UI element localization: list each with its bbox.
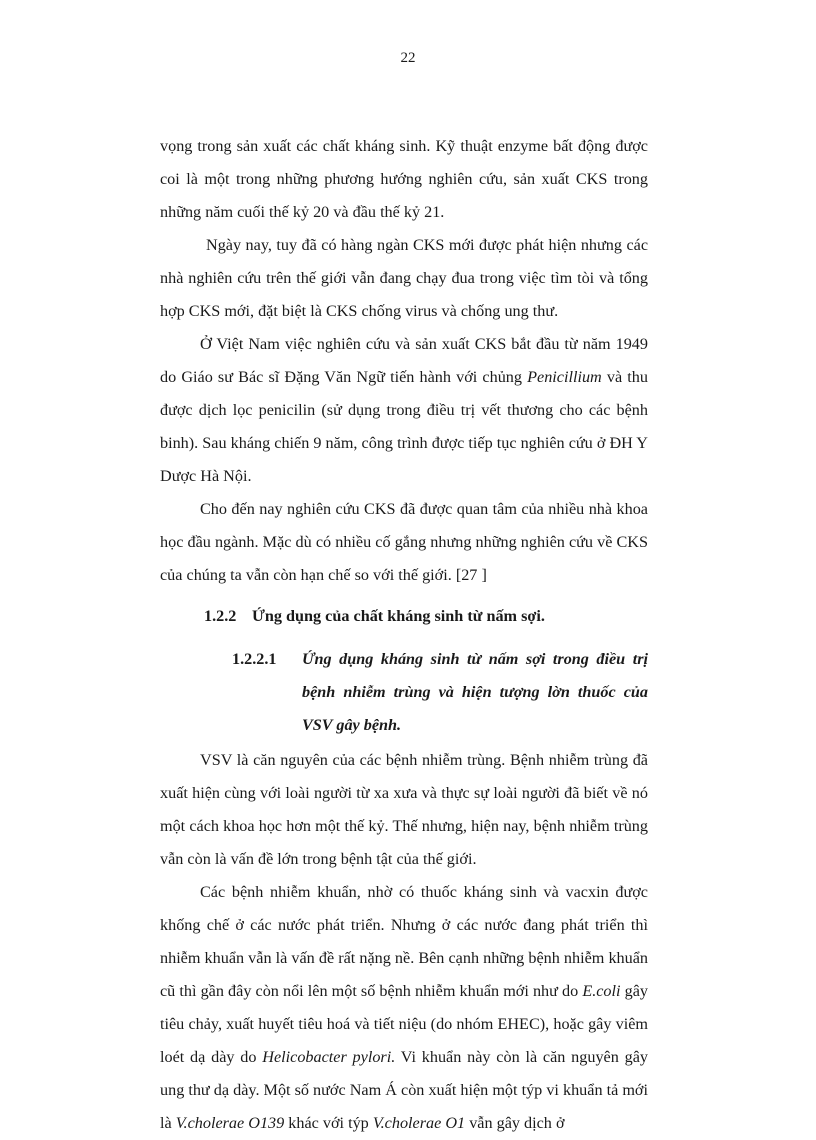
species-name: Penicillium xyxy=(527,368,602,386)
section-title: Ứng dụng của chất kháng sinh từ nấm sợi. xyxy=(252,607,545,625)
paragraph xyxy=(160,328,648,493)
species-name: V.cholerae O139 xyxy=(175,1114,285,1132)
paragraph xyxy=(160,876,648,1140)
text-run: khác với týp xyxy=(284,1114,373,1132)
paragraph: vọng trong sản xuất các chất kháng sinh. Kỹ thuật enzyme bất động được coi là một trong những phương hướng nghiên cứu, sản xuất CKS trong những năm cuối thế kỷ 20 và đầu thế kỷ 21. xyxy=(160,137,648,221)
species-name: Helicobacter pylori. xyxy=(262,1048,396,1066)
section-heading-1-2-2-1 xyxy=(160,643,648,742)
paragraph: Cho đến nay nghiên cứu CKS đã được quan tâm của nhiều nhà khoa học đầu ngành. Mặc dù có nhiều cố gắng nhưng những nghiên cứu về CKS của chúng ta vẫn còn hạn chế so với thế giới. [27 ] xyxy=(160,500,648,584)
section-title: Ứng dụng kháng sinh từ nấm sợi trong điều trị bệnh nhiễm trùng và hiện tượng lờn thuốc của VSV gây bệnh. xyxy=(302,650,648,734)
section-number: 1.2.2 xyxy=(204,607,237,625)
text-run: và thu được dịch lọc penicilin (sử dụng trong điều trị vết thương cho các bệnh binh). Sau kháng chiến 9 năm, công trình được tiếp tục nghiên cứu ở ĐH Y Dược Hà Nội. xyxy=(160,368,648,485)
text-run: vẫn gây dịch ở xyxy=(465,1114,565,1132)
text-run: Vi khuẩn này còn là căn nguyên gây ung thư dạ dày. Một số nước Nam Á còn xuất hiện một týp vi khuẩn tả mới là xyxy=(160,1048,648,1132)
document-body xyxy=(160,130,648,1140)
text-run: Ở Việt Nam việc nghiên cứu và sản xuất CKS bắt đầu từ năm 1949 do Giáo sư Bác sĩ Đặng Văn Ngữ tiến hành với chủng xyxy=(160,335,648,386)
page-number: 22 xyxy=(400,50,416,66)
section-heading-1-2-2 xyxy=(204,600,648,633)
paragraph: VSV là căn nguyên của các bệnh nhiễm trùng. Bệnh nhiễm trùng đã xuất hiện cùng với loài người từ xa xưa và thực sự loài người đã biết về nó một cách khoa học hơn một thế kỷ. Thế nhưng, hiện nay, bệnh nhiễm trùng vẫn còn là vấn đề lớn trong bệnh tật của thế giới. xyxy=(160,751,648,868)
species-name: V.cholerae O1 xyxy=(372,1114,466,1132)
text-run: gây tiêu chảy, xuất huyết tiêu hoá và tiết niệu (do nhóm EHEC), hoặc gây viêm loét dạ dày do xyxy=(160,982,649,1066)
species-name: E.coli xyxy=(582,982,621,1000)
paragraph: Ngày nay, tuy đã có hàng ngàn CKS mới được phát hiện nhưng các nhà nghiên cứu trên thế giới vẫn đang chạy đua trong việc tìm tòi và tổng hợp CKS mới, đặt biệt là CKS chống virus và chống ung thư. xyxy=(160,236,648,320)
text-run: Các bệnh nhiễm khuẩn, nhờ có thuốc kháng sinh và vacxin được khống chế ở các nước phát triển. Nhưng ở các nước đang phát triển thì nhiễm khuẩn vẫn là vấn đề rất nặng nề. Bên cạnh những bệnh nhiễm khuẩn cũ thì gần đây còn nổi lên một số bệnh nhiễm khuẩn mới như do xyxy=(160,883,648,1000)
section-number: 1.2.2.1 xyxy=(232,650,277,668)
